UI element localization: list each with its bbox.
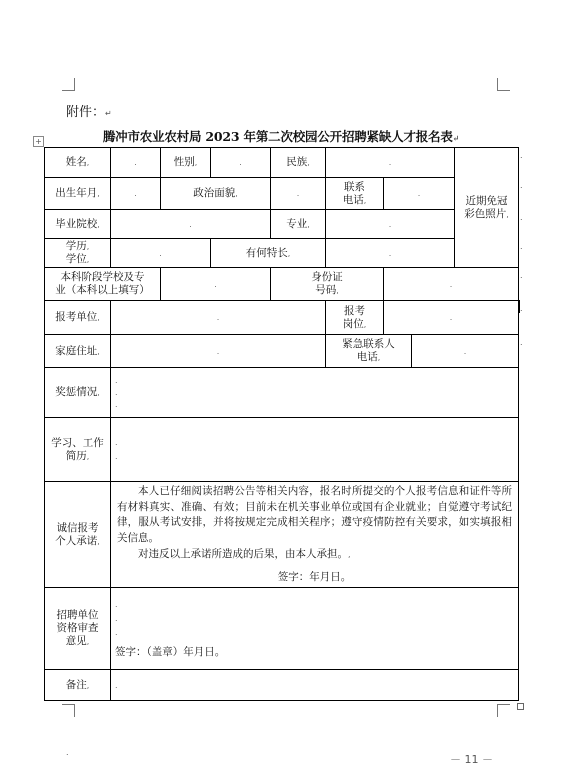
applied-post-label: 报考 岗位,: [326, 301, 384, 335]
row-end-marks: . . . . . . .: [520, 151, 523, 347]
political-status-label: 政治面貌,: [161, 178, 271, 210]
ethnicity-label: 民族,: [271, 148, 326, 178]
awards-value[interactable]: . . .: [111, 368, 519, 418]
remarks-label: 备注,: [45, 670, 111, 701]
undergrad-label: 本科阶段学校及专 业（本科以上填写）: [45, 268, 161, 301]
table-resize-handle-icon[interactable]: [517, 703, 524, 710]
remarks-value[interactable]: .: [111, 670, 519, 701]
awards-label: 奖惩情况,: [45, 368, 111, 418]
ethnicity-value[interactable]: .: [326, 148, 455, 178]
paragraph-mark-icon: ↵: [452, 133, 460, 143]
pledge-label: 诚信报考 个人承诺,: [45, 482, 111, 588]
crop-mark-bottom-right: [497, 704, 510, 717]
applied-unit-value[interactable]: .: [111, 301, 326, 335]
contact-phone-label: 联系 电话,: [326, 178, 384, 210]
contact-phone-value[interactable]: .: [384, 178, 455, 210]
page-number: － 11 －: [450, 753, 493, 766]
name-label: 姓名,: [45, 148, 111, 178]
attachment-label: [66, 101, 112, 120]
birth-date-label: 出生年月,: [45, 178, 111, 210]
undergrad-value[interactable]: .: [161, 268, 271, 301]
applied-post-value[interactable]: .: [384, 301, 519, 335]
specialty-value[interactable]: .: [326, 239, 455, 268]
cursor-caret: [519, 300, 520, 313]
crop-mark-top-right: [497, 78, 510, 91]
paragraph-mark-icon: ↵: [105, 109, 112, 118]
home-address-value[interactable]: .: [111, 335, 326, 368]
title-text: 腾冲市农业农村局 2023 年第二次校园公开招聘紧缺人才报名表: [102, 129, 453, 144]
id-card-label: 身份证 号码,: [271, 268, 384, 301]
gender-value[interactable]: .: [211, 148, 271, 178]
pledge-content: [111, 482, 519, 588]
qualification-review-value[interactable]: . . . 签字：（盖章）年月日。: [111, 588, 519, 670]
resume-value[interactable]: . .: [111, 418, 519, 482]
id-card-value[interactable]: .: [384, 268, 519, 301]
footer-mark: .: [66, 748, 69, 757]
attachment-text: 附件：: [66, 105, 106, 120]
pledge-consequence: 对违反以上承诺所造成的后果，由本人承担。,: [138, 548, 351, 560]
page-title: [44, 127, 518, 145]
review-signature: 签字：（盖章）年月日。: [115, 646, 226, 658]
photo-label-2: 彩色照片,: [464, 207, 509, 220]
applied-unit-label: 报考单位,: [45, 301, 111, 335]
name-value[interactable]: .: [111, 148, 161, 178]
emergency-contact-label: 紧急联系人 电话,: [326, 335, 412, 368]
school-label: 毕业院校,: [45, 210, 111, 239]
school-value[interactable]: .: [111, 210, 271, 239]
pledge-text: 本人已仔细阅读招聘公告等相关内容，报名时所提交的个人报考信息和证件等所有材料真实、准确、有效；目前未在机关事业单位或国有企业就业；自觉遵守考试纪律，服从考试安排，并将按规定完成相关程序；遵守疫情防控有关要求，如实填报相关信息。: [117, 485, 513, 544]
political-status-value[interactable]: .: [271, 178, 326, 210]
photo-cell[interactable]: [455, 148, 519, 268]
registration-form-table: [44, 147, 519, 701]
major-label: 专业,: [271, 210, 326, 239]
qualification-review-label: 招聘单位 资格审查 意见,: [45, 588, 111, 670]
photo-label-1: 近期免冠: [465, 194, 508, 207]
birth-date-value[interactable]: .: [111, 178, 161, 210]
home-address-label: 家庭住址,: [45, 335, 111, 368]
education-label: 学历, 学位,: [45, 239, 111, 268]
specialty-label: 有何特长,: [211, 239, 326, 268]
pledge-signature: 签字：年月日。: [277, 570, 352, 583]
crop-mark-top-left: [62, 78, 75, 91]
table-move-handle-icon[interactable]: +: [33, 136, 44, 147]
education-value[interactable]: .: [111, 239, 211, 268]
resume-label: 学习、工作 简历,: [45, 418, 111, 482]
major-value[interactable]: .: [326, 210, 455, 239]
emergency-contact-value[interactable]: .: [412, 335, 519, 368]
crop-mark-bottom-left: [62, 704, 75, 717]
gender-label: 性别,: [161, 148, 211, 178]
